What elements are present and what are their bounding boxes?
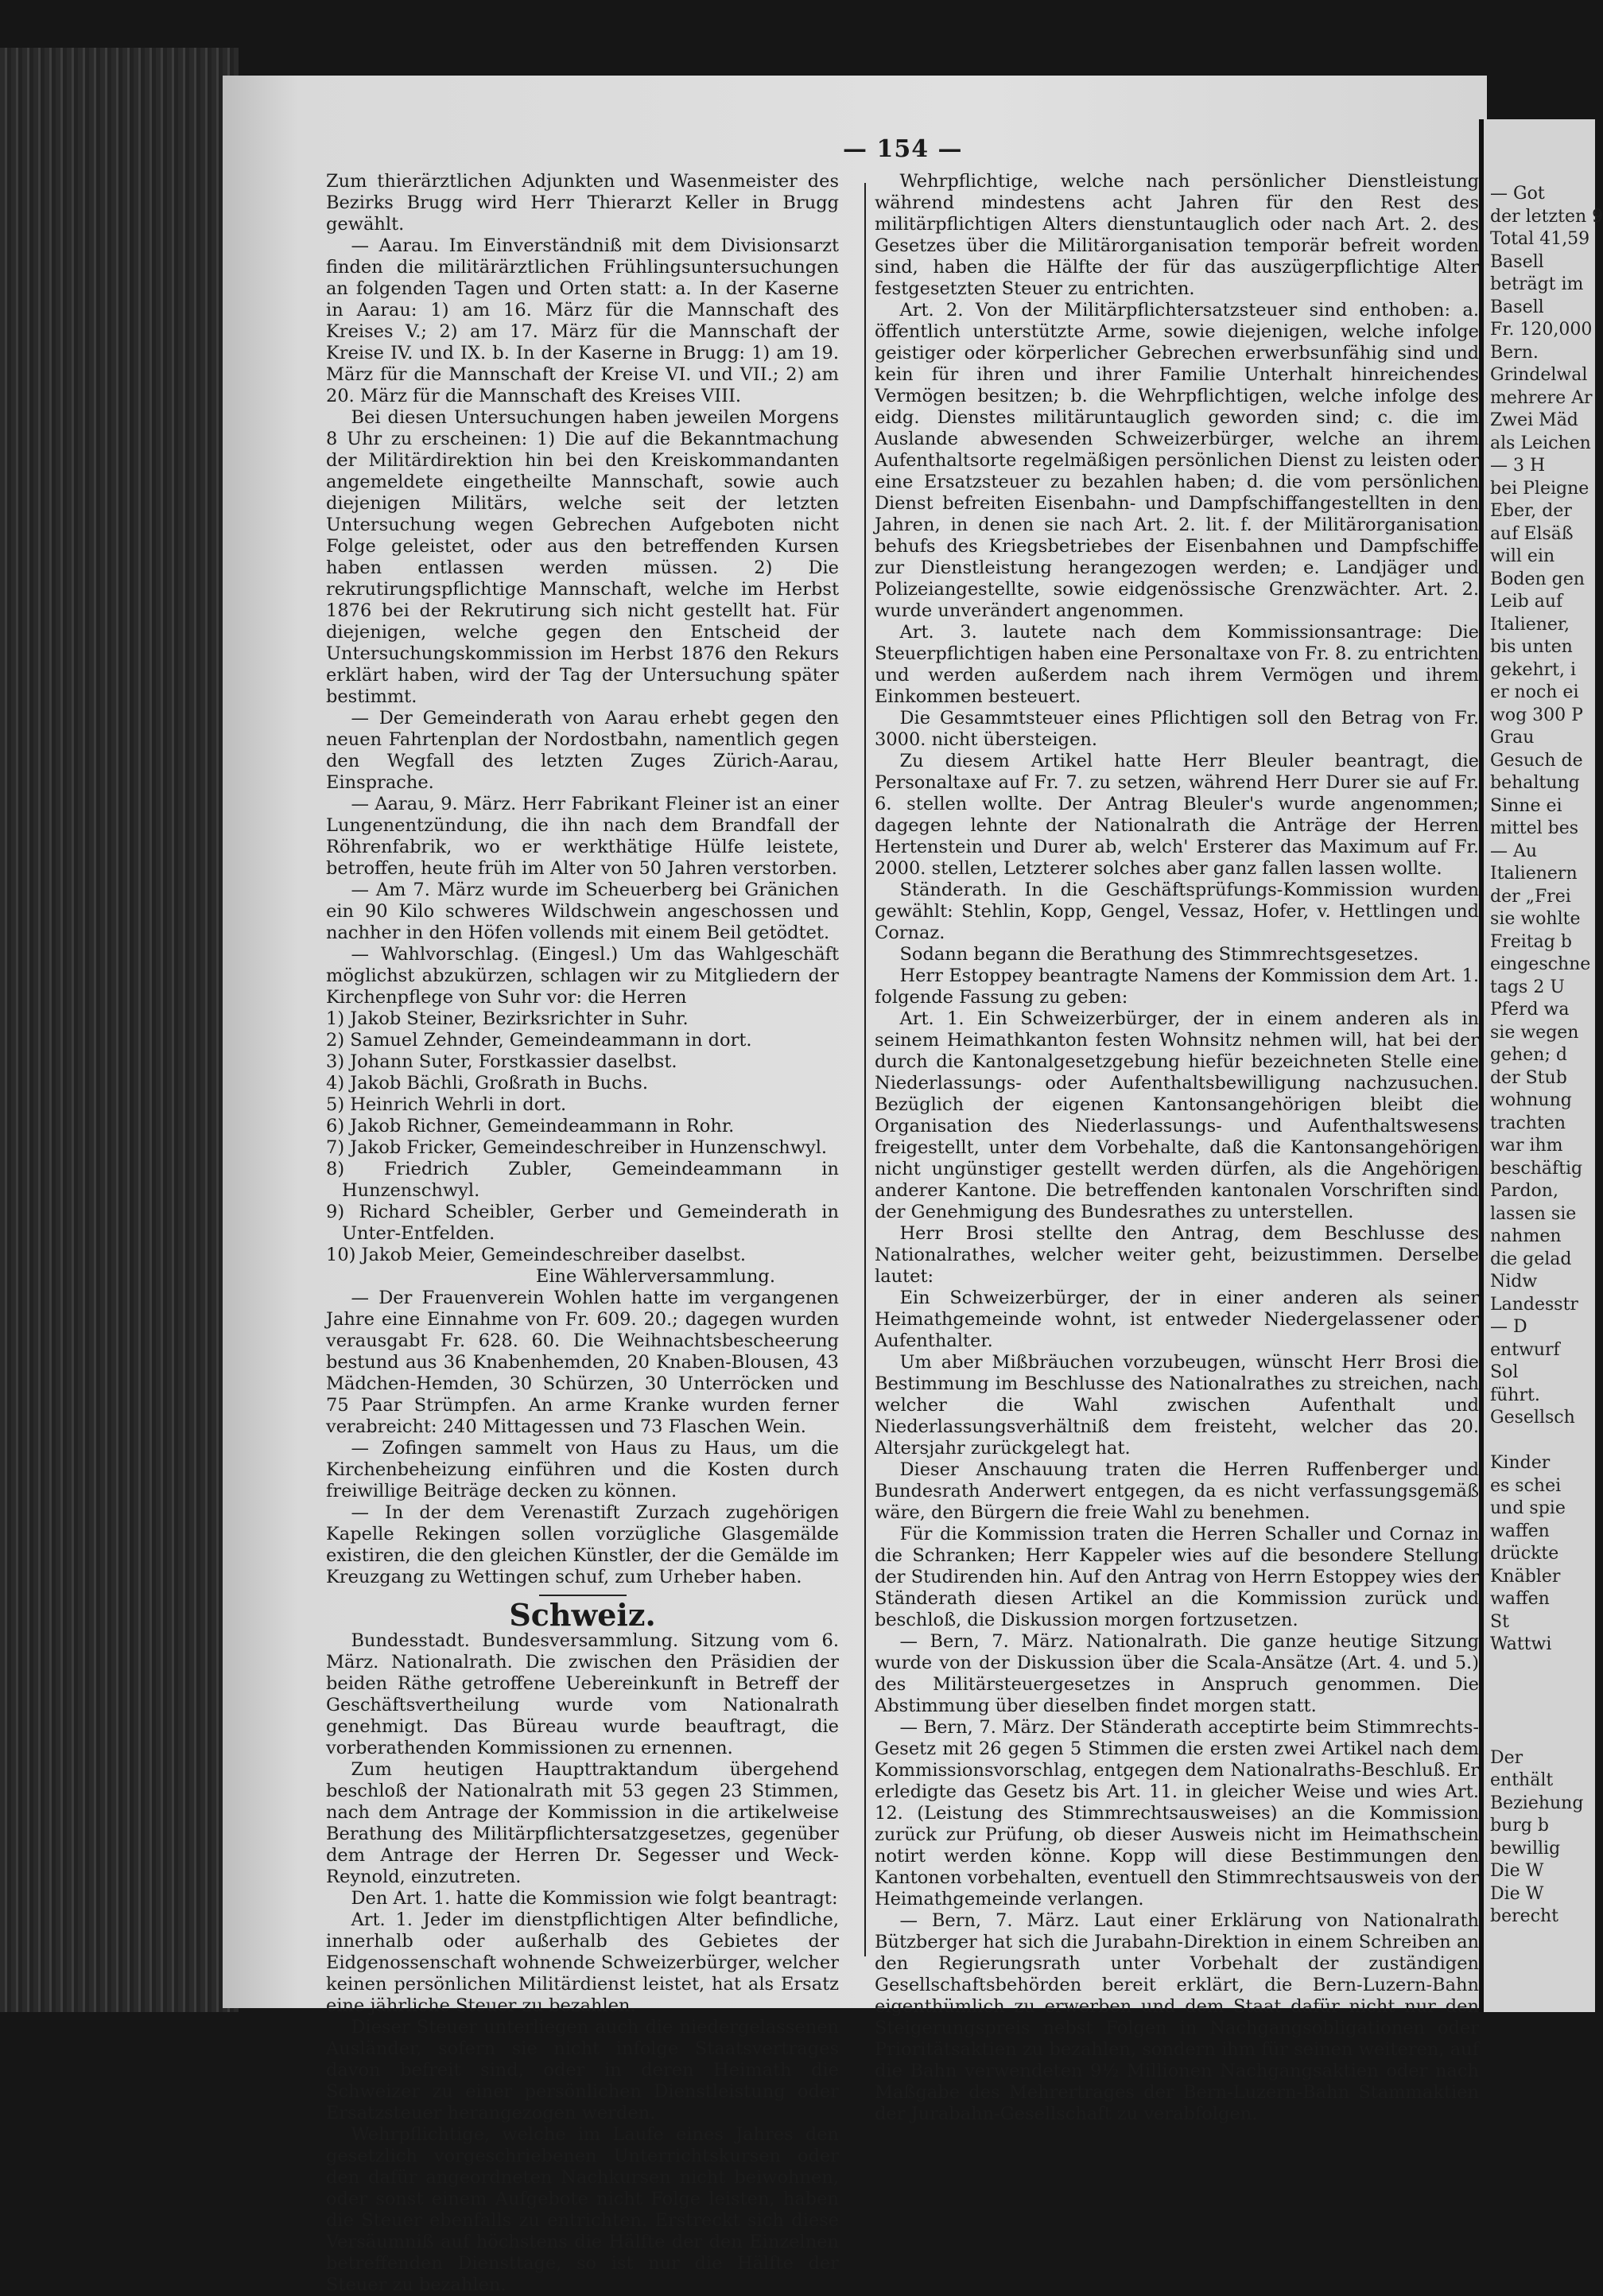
fragment-line: — D [1490,1317,1527,1337]
fragment-line: St [1490,1611,1509,1632]
paragraph: Dieser Anschauung traten die Herren Ruffenberger und Bundesrath Anderwert entgegen, da es nicht verfassungsgemäß wäre, den Bürgern die freie Wahl zu benehmen. [875,1459,1479,1523]
fragment-line: beschäftig [1490,1158,1583,1179]
page-number: — 154 — [843,135,963,163]
fragment-line: Gesuch de [1490,750,1583,771]
fragment-line: eingeschne [1490,954,1591,974]
paragraph: Für die Kommission traten die Herren Schaller und Cornaz in die Schranken; Herr Kappeler wies auf die besondere Stellung der Studirenden hin. Auf den Antrag von Herrn Estoppey wies der Ständerath diesen Artikel an die Kommission zurück und beschloß, die Diskussion morgen fortzusetzen. [875,1524,1479,1630]
fragment-line: trachten [1490,1113,1566,1133]
fragment-line: bei Pleigne [1490,478,1589,499]
fragment-line: wohnung [1490,1090,1572,1110]
fragment-line: der letzten 9 [1490,206,1603,227]
fragment-line: waffen [1490,1521,1550,1541]
paragraph: Ein Schweizerbürger, der in einer anderen als seiner Heimathgemeinde wohnt, ist entweder Niedergelassener oder Aufenthalter. [875,1288,1479,1351]
fragment-line: bis unten [1490,637,1573,657]
fragment-line: beträgt im [1490,274,1584,294]
paragraph: Sodann begann die Berathung des Stimmrechtsgesetzes. [899,944,1419,965]
fragment-line: Pferd wa [1490,1000,1570,1020]
paragraph: — Aarau. Im Einverständniß mit dem Divisionsarzt finden die militärärztlichen Frühlingsuntersuchungen an folgenden Tagen und Orten statt: a. In der Kaserne in Aarau: 1) am 16. März für die Mannschaft des Kreises V.; 2) am 17. März für die Mannschaft der Kreise IV. und IX. b. In der Kaserne in Brugg: 1) am 19. März für die Mannschaft der Kreise VI. und VII.; 2) am 20. März für die Mannschaft des Kreises VIII. [326,235,839,406]
paragraph: — Der Gemeinderath von Aarau erhebt gegen den neuen Fahrtenplan der Nordostbahn, namentlich gegen den Wegfall des letzten Zuges Zürich-Aarau, Einsprache. [326,708,839,793]
paragraph: — Bern, 7. März. Nationalrath. Die ganze heutige Sitzung wurde von der Diskussion über die Scala-Ansätze (Art. 4. und 5.) des Militärsteuergesetzes in Anspruch genommen. Die Abstimmung über dieselben findet morgen statt. [875,1631,1479,1716]
paragraph: Den Art. 1. hatte die Kommission wie folgt beantragt: [351,1888,838,1909]
fragment-line: Die W [1490,1861,1544,1881]
fragment-line [1490,1657,1603,1680]
paragraph: Um aber Mißbräuchen vorzubeugen, wünscht Herr Brosi die Bestimmung im Beschlusse des Nationalrathes zu streichen, nach welcher die Wahl zwischen Aufenthalt und Niederlassungsverhältniß dem freisteht, welcher das 20. Altersjahr zurückgelegt hat. [875,1352,1479,1459]
list-item: 3) Johann Suter, Forstkassier daselbst. [326,1051,677,1072]
paragraph: — Aarau, 9. März. Herr Fabrikant Fleiner ist an einer Lungenentzündung, die ihn nach dem Brandfall der Röhrenfabrik, wo er werkthätige Hülfe leistete, betroffen, heute früh im Alter von 50 Jahren verstorben. [326,794,839,879]
paragraph: — Zofingen sammelt von Haus zu Haus, um die Kirchenbeheizung einführen und die Kosten durch freiwillige Beiträge decken zu können. [326,1438,839,1502]
fragment-line: will ein [1490,546,1555,566]
fragment-line: Grindelwal [1490,365,1588,385]
fragment-line: Knäbler [1490,1566,1561,1587]
paragraph: — Bern, 7. März. Laut einer Erklärung von Nationalrath Bützberger hat sich die Jurabahn-Direktion in einem Schreiben an den Regierungsrath unter Vorbehalt der zuständigen Gesellschaftsbehörden bereit erklärt, die Bern-Luzern-Bahn eigenthümlich zu erwerben und dem Staat dafür nicht nur den Steigerungspreis nebst Folgen in Nachgangsobligationen oder Prioritätsaktien zu bezahlen, sondern ihm für seinen weiteren, auf die Bahn verwendeten 9½ Millionen Nachgangsaktien oder nach Maßgabe des Mehrertrages der Bern-Luzern-Bahn Stammaktien der Jurabahn-Gesellschaft zu verabfolgen. [875,1910,1479,2124]
list-item: 2) Samuel Zehnder, Gemeindeammann in dort. [326,1030,752,1051]
fragment-line: behaltung [1490,773,1580,793]
paragraph: Dieser Steuer unterliegen auch die niedergelassenen Ausländer, sofern sie nicht infolge Staatsvertrages davon befreit sind, oder in deren Heimath die Schweizer zu einer persönlichen Dienstleistung oder Ersatzsteuer herangezogen werden. [326,2017,839,2123]
fragment-line: sie wohlte [1490,909,1581,929]
fragment-line: Wattwi [1490,1634,1552,1654]
list-item: 4) Jakob Bächli, Großrath in Buchs. [326,1073,648,1094]
fragment-line: Eber, der [1490,501,1572,521]
fragment-line: Beziehung [1490,1793,1584,1813]
fragment-line: Der [1490,1747,1523,1768]
fragment-line: es schei [1490,1475,1562,1496]
paragraph: Bundesstadt. Bundesversammlung. Sitzung vom 6. März. Nationalrath. Die zwischen den Präsidien der beiden Räthe getroffene Uebereinkunft in Betreff der Geschäftsvertheilung wurde vom Nationalrath genehmigt. Das Büreau wurde beauftragt, die vorberathenden Kommissionen zu ernennen. [326,1630,839,1758]
paragraph: Bei diesen Untersuchungen haben jeweilen Morgens 8 Uhr zu erscheinen: 1) Die auf die Bekanntmachung der Militärdirektion hin bei den Kreiskommandanten angemeldete eingetheilte Mannschaft, sowie auch diejenigen Militärs, welche seit der letzten Untersuchung wegen Gebrechen Aufgeboten nicht Folge geleistet, oder aus den betreffenden Kursen haben entlassen werden müssen. 2) Die rekrutirungspflichtige Mannschaft, welche im Herbst 1876 bei der Rekrutirung sich nicht gestellt hat. Für diejenigen, welche gegen den Entscheid der Untersuchungskommission im Herbst 1876 den Rekurs erklärt haben, wird der Tag der Untersuchung später bestimmt. [326,407,839,707]
paragraph: Ständerath. In die Geschäftsprüfungs-Kommission wurden gewählt: Stehlin, Kopp, Gengel, Vessaz, Hofer, v. Hettlingen und Cornaz. [875,880,1479,943]
fragment-line: Kinder [1490,1453,1551,1473]
paragraph: — Am 7. März wurde im Scheuerberg bei Gränichen ein 90 Kilo schweres Wildschwein angeschossen und nachher in den Höfen vollends mit einem Beil getödtet. [326,880,839,943]
list-item: 7) Jakob Fricker, Gemeindeschreiber in Hunzenschwyl. [326,1137,828,1158]
fragment-line: Pardon, [1490,1181,1558,1201]
fragment-line: Gesellsch [1490,1408,1575,1428]
paragraph: — Bern, 7. März. Der Ständerath acceptirte beim Stimmrechts-Gesetz mit 26 gegen 5 Stimmen die ersten zwei Artikel nach dem Kommissionsvorschlag, entgegen dem Nationalraths-Beschluß. Er erledigte das Gesetz bis Art. 11. in gleicher Weise und wies Art. 12. (Leistung des Stimmrechtsausweises) an die Kommission zurück zur Prüfung, ob dieser Ausweis nicht im Heimathschein notirt werden könne. Kopp will diese Bestimmungen den Kantonen vorbehalten, eventuell den Stimmrechtsausweis von der Heimathgemeinde verlangen. [875,1717,1479,1909]
fragment-line: Basell [1490,297,1544,317]
fragment-line: war ihm [1490,1136,1563,1156]
paragraph: Zum thierärztlichen Adjunkten und Wasenmeister des Bezirks Brugg wird Herr Thierarzt Keller in Brugg gewählt. [326,171,839,235]
fragment-line: Italienern [1490,864,1578,884]
adjacent-page-fragment [1479,119,1603,2012]
fragment-line: Die W [1490,1883,1544,1904]
fragment-line: — Got [1490,184,1545,204]
paragraph: Zu diesem Artikel hatte Herr Bleuler beantragt, die Personaltaxe auf Fr. 7. zu setzen, während Herr Durer sie auf Fr. 6. stellen wollte. Der Antrag Bleuler's wurde angenommen; dagegen lehnte der Nationalrath die Anträge der Herren Hertenstein und Durer ab, welch' Ersterer das Maximum auf Fr. 2000. stellen, Letzterer solches aber ganz fallen lassen wollte. [875,751,1479,879]
newspaper-page [223,76,1487,2295]
fragment-line: mehrere Ar [1490,387,1593,408]
paragraph: — Der Frauenverein Wohlen hatte im vergangenen Jahre eine Einnahme von Fr. 609. 20.; dagegen wurden verausgabt Fr. 628. 60. Die Weihnachtsbescheerung bestund aus 36 Knabenhemden, 20 Knaben-Blousen, 43 Mädchen-Hemden, 30 Schürzen, 30 Unterröcken und 75 Paar Strümpfen. An arme Kranke wurden ferner verabreicht: 240 Mittagessen und 73 Flaschen Wein. [326,1288,839,1437]
fragment-line: führt. [1490,1385,1540,1405]
column-divider [864,183,866,1956]
fragment-line: Freitag b [1490,931,1572,952]
paragraph: Art. 2. Von der Militärpflichtersatzsteuer sind enthoben: a. öffentlich unterstützte Arme, sowie diejenigen, welche infolge geistiger oder körperlicher Gebrechen erwerbsunfähig sind und kein für ihren und ihrer Familie Unterhalt hinreichendes Vermögen besitzen; b. die Wehrpflichtigen, welche infolge des eidg. Dienstes militäruntauglich geworden sind; c. die im Auslande abwesenden Schweizerbürger, welche an ihrem Aufenthaltsorte regelmäßigen persönlichen Dienst zu leisten oder eine Ersatzsteuer zu bezahlen haben; d. die vom persönlichen Dienst befreiten Eisenbahn- und Dampfschiffangestellten in den Jahren, in denen sie nach Art. 2. lit. f. der Militärorganisation behufs des Kriegsbetriebes der Eisenbahnen und Dampfschiffe zur Dienstleistung herangezogen werden; e. Landjäger und Polizeiangestellte, sowie eidgenössische Grenzwächter. Art. 2. wurde unverändert angenommen. [875,300,1479,621]
fragment-line: er noch ei [1490,682,1579,702]
left-column [326,171,839,2296]
fragment-line: der Stub [1490,1067,1567,1088]
fragment-line [1490,1679,1603,1702]
book-page-edges [0,48,239,2012]
fragment-line: Grau [1490,728,1535,748]
paragraph: Art. 1. Ein Schweizerbürger, der in einem anderen als in seinem Heimathkanton festen Wohnsitz nehmen will, hat bei der durch die Kantonalgesetzgebung hiefür bezeichneten Stelle eine Niederlassungs- oder Aufenthaltsbewilligung nachzusuchen. Bezüglich der eigenen Kantonsangehörigen bleibt die Organisation des Niederlassungs- und Aufenthaltswesens freigestellt, unter dem Vorbehalte, daß die Kantonsangehörigen nicht ungünstiger gestellt werden dürfen, als die Angehörigen anderer Kantone. Die betreffenden kantonalen Vorschriften sind der Genehmigung des Bundesrathes zu unterstellen. [875,1008,1479,1222]
fragment-line: Boden gen [1490,569,1585,589]
fragment-line: Italiener, [1490,614,1570,635]
paragraph: — In der dem Verenastift Zurzach zugehörigen Kapelle Rekingen sollen vorzügliche Glasgemälde existiren, die den gleichen Künstler, der die Gemälde im Kreuzgang zu Wettingen schuf, zum Urheber haben. [326,1502,839,1587]
fragment-line: — 3 H [1490,456,1546,476]
fragment-line: und spie [1490,1498,1566,1518]
fragment-line: auf Elsäß [1490,523,1574,544]
fragment-line: Nidw [1490,1272,1538,1292]
fragment-line: enthält [1490,1770,1554,1790]
fragment-line: Bern. [1490,342,1539,363]
fragment-line: wog 300 P [1490,705,1583,725]
fragment-line: bewillig [1490,1838,1561,1859]
fragment-line: berecht [1490,1906,1558,1926]
fragment-line: gehen; d [1490,1045,1567,1065]
paragraph: Wehrpflichtige, welche im Laufe eines Jahres den gesetzlich vorgeschriebenen Unterrichtskursen oder den dafür angeordneten Nachkursen nicht beiwohnen, oder sonst einem Aufgebote nicht Folge leisten, haben die Steuer ebenfalls zu entrichten. Erstreckt sich diese Versäumniß auf höchstens die Hälfte der den Einzelnen betreffenden Diensttage, so ist nur die Hälfte der Steuer zu bezahlen. [326,2124,839,2295]
paragraph: — Wahlvorschlag. (Eingesl.) Um das Wahlgeschäft möglichst abzukürzen, schlagen wir zu Mitgliedern der Kirchenpflege von Suhr vor: die Herren [326,944,839,1008]
fragment-line: — Au [1490,841,1538,861]
list-item: 9) Richard Scheibler, Gerber und Gemeinderath in Unter-Entfelden. [326,1202,839,1244]
paragraph: Wehrpflichtige, welche nach persönlicher Dienstleistung während mindestens acht Jahren für den Rest des militärpflichtigen Alters dienstuntauglich oder nach Art. 2. des Gesetzes über die Militärorganisation temporär befreit worden sind, haben die Hälfte der für das auszügerpflichtige Alter festgesetzten Steuer zu entrichten. [875,171,1479,299]
fragment-line: Total 41,59 [1490,229,1590,249]
list-item: 10) Jakob Meier, Gemeindeschreiber daselbst. [326,1245,747,1265]
fragment-line: Sinne ei [1490,795,1562,816]
signature-line: Eine Wählerversammlung. [535,1266,775,1287]
fragment-line: Landesstr [1490,1294,1578,1315]
fragment-line: Zwei Mäd [1490,410,1578,430]
fragment-line: gekehrt, i [1490,659,1577,680]
paragraph: Die Gesammtsteuer eines Pflichtigen soll den Betrag von Fr. 3000. nicht übersteigen. [875,708,1479,750]
paragraph: Herr Brosi stellte den Antrag, dem Beschlusse des Nationalrathes, welcher weiter geht, beizustimmen. Derselbe lautet: [875,1223,1479,1287]
fragment-line: mittel bes [1490,818,1579,838]
section-title: Schweiz. [509,1597,656,1633]
list-item: 5) Heinrich Wehrli in dort. [326,1094,567,1115]
fragment-line: Basell [1490,251,1544,272]
fragment-line: waffen [1490,1589,1550,1609]
list-item: 8) Friedrich Zubler, Gemeindeammann in Hunzenschwyl. [326,1159,839,1201]
fragment-line: nahmen [1490,1226,1562,1246]
fragment-line: die gelad [1490,1249,1572,1269]
fragment-line: burg b [1490,1816,1549,1836]
fragment-line: entwurf [1490,1339,1560,1360]
right-column [875,171,1479,2125]
paragraph: Herr Estoppey beantragte Namens der Kommission dem Art. 1. folgende Fassung zu geben: [875,965,1479,1008]
fragment-line: tags 2 U [1490,977,1565,997]
paragraph: Art. 1. Jeder im dienstpflichtigen Alter befindliche, innerhalb oder außerhalb des Gebietes der Eidgenossenschaft wohnende Schweizerbürger, welcher keinen persönlichen Militärdienst leistet, hat als Ersatz eine jährliche Steuer zu bezahlen. [326,1909,839,2016]
fragment-line: Sol [1490,1362,1519,1382]
paragraph: Zum heutigen Haupttraktandum übergehend beschloß der Nationalrath mit 53 gegen 23 Stimmen, nach dem Antrage der Kommission in die artikelweise Berathung des Militärpflichtersatzgesetzes, gegenüber dem Antrage der Herren Dr. Segesser und Weck-Reynold, einzutreten. [326,1759,839,1887]
list-item: 1) Jakob Steiner, Bezirksrichter in Suhr. [326,1008,689,1029]
list-item: 6) Jakob Richner, Gemeindeammann in Rohr. [326,1116,735,1136]
fragment-line [1490,1702,1603,1725]
section-rule [539,1595,627,1596]
fragment-line [1490,1724,1603,1747]
fragment-line: Leib auf [1490,592,1563,612]
fragment-line: als Leichen [1490,433,1591,453]
fragment-line: lassen sie [1490,1203,1577,1224]
fragment-line: sie wegen [1490,1022,1579,1043]
fragment-line: Fr. 120,000 [1490,320,1593,340]
paragraph: Art. 3. lautete nach dem Kommissionsantrage: Die Steuerpflichtigen haben eine Personaltaxe von Fr. 8. zu entrichten und werden außerdem nach ihrem Vermögen und ihrem Einkommen besteuert. [875,622,1479,707]
adjacent-page-text [1490,183,1603,1929]
fragment-line [1490,1430,1603,1453]
fragment-line: der „Frei [1490,886,1571,907]
fragment-line: drückte [1490,1544,1559,1564]
